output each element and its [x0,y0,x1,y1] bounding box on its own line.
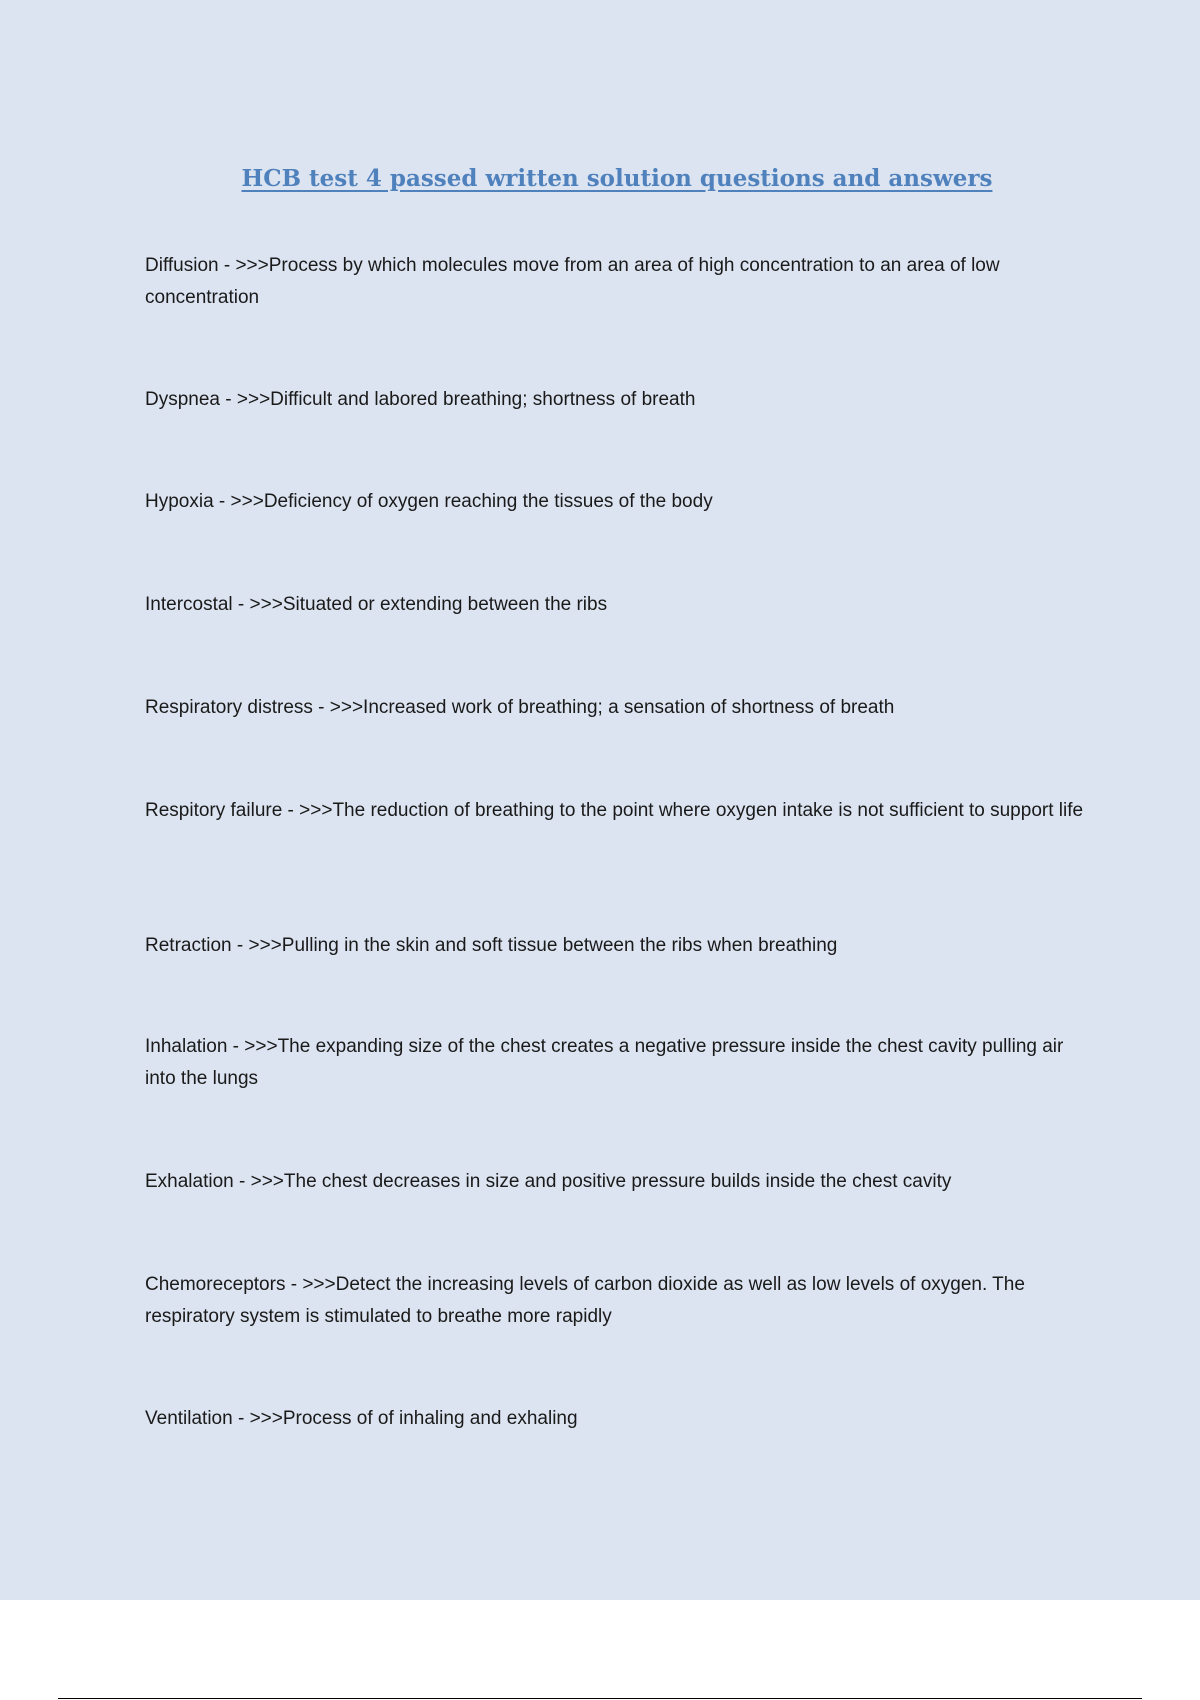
list-item: Hypoxia - >>>Deficiency of oxygen reaching the tissues of the body [145,491,713,512]
list-item: Respitory failure - >>>The reduction of breathing to the point where oxygen intake is not sufficient to support life [145,800,1084,821]
list-item: Respiratory distress - >>>Increased work of breathing; a sensation of shortness of breath [145,697,895,718]
list-item: Diffusion - >>>Process by which molecules move from an area of high concentration to an area of low concentration [145,255,1000,308]
list-item: Inhalation - >>>The expanding size of the chest creates a negative pressure inside the chest cavity pulling air into the lungs [145,1036,1064,1089]
footer-divider [58,1698,1142,1699]
list-item: Chemoreceptors - >>>Detect the increasing levels of carbon dioxide as well as low levels of oxygen. The respiratory system is stimulated to breathe more rapidly [145,1274,1025,1327]
list-item: Retraction - >>>Pulling in the skin and soft tissue between the ribs when breathing [145,935,838,956]
list-item: Intercostal - >>>Situated or extending between the ribs [145,594,608,615]
list-item: Exhalation - >>>The chest decreases in size and positive pressure builds inside the chest cavity [145,1171,952,1192]
list-item: Dyspnea - >>>Difficult and labored breathing; shortness of breath [145,389,696,410]
list-item: Ventilation - >>>Process of of inhaling and exhaling [145,1408,578,1429]
page-title: HCB test 4 passed written solution questions and answers [241,165,993,192]
